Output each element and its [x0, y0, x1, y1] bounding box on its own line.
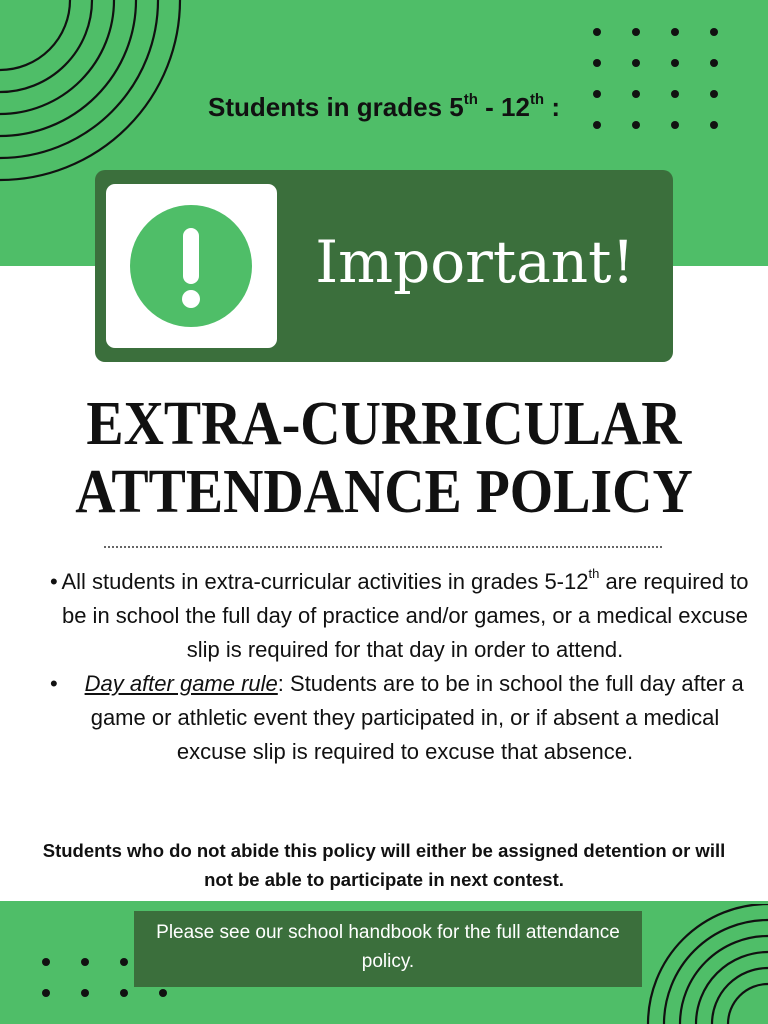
consequence-warning: Students who do not abide this policy will either be assigned detention or will not be able to participate in next contest. [42, 840, 726, 890]
policy-title-line-2: ATTENDANCE POLICY [75, 458, 693, 526]
policy-title-line-1: EXTRA-CURRICULAR [86, 390, 682, 458]
grades-prefix: Students in grades 5 [208, 92, 464, 122]
grades-superscript-2: th [529, 91, 545, 108]
exclamation-circle-icon [106, 184, 277, 348]
grades-middle: - 12 [477, 92, 530, 122]
grades-suffix: : [544, 92, 560, 122]
day-after-game-rule-label: Day after game rule [84, 671, 278, 696]
handbook-note: Please see our school handbook for the full attendance policy. [156, 922, 620, 972]
bullet-dot: • [50, 671, 58, 696]
bullet-1-superscript: th [588, 566, 600, 581]
grades-superscript-1: th [463, 91, 478, 108]
bullet-2-text: : Students are to be in school the full day after a game or athletic event they participated in, or if absent a medical excuse slip is required to excuse that absence. [90, 671, 744, 764]
bullet-full-day-rule [50, 565, 750, 667]
alert-icon-box [106, 184, 277, 348]
bullet-day-after-game-rule [50, 667, 750, 769]
dotted-divider [104, 546, 662, 548]
important-label: Important! [315, 228, 635, 296]
policy-title [38, 390, 729, 526]
policy-bullets [50, 565, 750, 769]
bullet-1-text: All students in extra-curricular activities in grades 5-12 [61, 569, 589, 594]
bullet-1-text-continued: are required to be in school the full day of practice and/or games, or a medical excuse slip is required for that day in order to attend. [61, 569, 749, 662]
bullet-dot: • [50, 569, 58, 594]
grades-heading [0, 92, 768, 123]
